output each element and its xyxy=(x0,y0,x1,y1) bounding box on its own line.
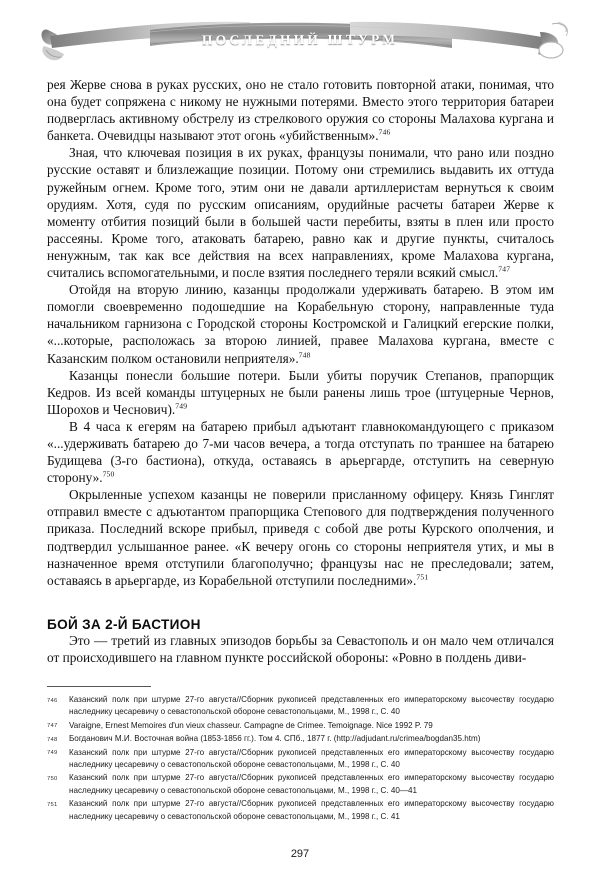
footnote-reference[interactable]: 749 xyxy=(175,401,188,411)
paragraph-text: Окрыленные успехом казанцы не поверили присланному офицеру. Князь Гинглят отправил вместе с адъютантом прапорщика Степового для подтверждения полученного приказа. Последний вскоре прибыл, приведя с собой две роты Курского ополчения, и подтвердил услышанное ранее. «К вечеру огонь со стороны неприятеля утих, и мы в назначенное время отступили благополучно; французы нас не преследовали; затем, оставаясь в арьергарде, из Корабельной отступили последними». xyxy=(47,487,554,588)
footnote-text: Казанский полк при штурме 27-го августа//Сборник рукописей представленных его императорскому высочеству государю наследнику цесаревичу о севастопольской обороне севастопольцами, М., 1998 г., С. 41 xyxy=(69,799,554,821)
paragraph xyxy=(47,76,554,144)
footnote-number: 746 xyxy=(47,697,58,704)
footnote-number: 751 xyxy=(47,801,58,808)
footnote-item xyxy=(47,694,554,719)
footnote-reference[interactable]: 747 xyxy=(498,264,511,274)
footnote-reference[interactable]: 751 xyxy=(416,572,429,582)
paragraph xyxy=(47,367,554,418)
footnote-item xyxy=(47,733,554,745)
paragraph xyxy=(47,281,554,366)
paragraph-text: рея Жерве снова в руках русских, оно не стало готовить повторной атаки, понимая, что она будет сопряжена с никому не нужными потерями. Вместо этого территория батареи подверглась активному обстрелу из стрелкового оружия со стороны Малахова кургана и банкета. Очевидцы называют этот огонь «убийственным». xyxy=(47,77,554,144)
chapter-title: ПОСЛЕДНИЙ ШТУРМ xyxy=(201,31,399,48)
footnote-item xyxy=(47,798,554,823)
footnote-reference[interactable]: 750 xyxy=(102,469,115,479)
footnote-number: 748 xyxy=(47,736,58,743)
paragraph xyxy=(47,486,554,589)
footnote-text: Казанский полк при штурме 27-го августа//Сборник рукописей представленных его императорскому высочеству государю наследнику цесаревичу о севастопольской обороне севастопольцами, М., 1998 г., С. 40—41 xyxy=(69,773,554,795)
paragraph-text: Казанцы понесли большие потери. Были убиты поручик Степанов, прапорщик Кедров. Из всей команды штуцерных не были ранены лишь трое (штуцерные Чернов, Шорохов и Чеснович). xyxy=(47,367,554,417)
paragraph xyxy=(47,418,554,486)
section-heading: БОЙ ЗА 2-Й БАСТИОН xyxy=(47,616,201,632)
footnote-item xyxy=(47,772,554,797)
footnotes-block xyxy=(47,686,554,824)
footnote-number: 747 xyxy=(47,723,58,730)
paragraph xyxy=(47,144,554,281)
paragraph xyxy=(47,632,554,666)
paragraph-text: Это — третий из главных эпизодов борьбы за Севастополь и он мало чем отличался от происходившего на главном пункте российской обороны: «Ровно в полдень диви- xyxy=(47,632,554,665)
footnote-reference[interactable]: 746 xyxy=(378,127,391,137)
footnote-text: Казанский полк при штурме 27-го августа//Сборник рукописей представленных его императорскому высочеству государю наследнику цесаревичу о севастопольской обороне севастопольцами, М., 1998 г., С. 40 xyxy=(69,695,554,717)
footnote-text: Казанский полк при штурме 27-го августа//Сборник рукописей представленных его императорскому высочеству государю наследнику цесаревичу о севастопольской обороне севастопольцами, М., 1998 г., С. 40 xyxy=(69,747,554,770)
footnote-reference[interactable]: 748 xyxy=(298,350,311,360)
paragraph-text: В 4 часа к егерям на батарею прибыл адъютант главнокомандующего с приказом «...удерживать батарею до 7-ми часов вечера, а тогда отступать по траншее на батарею Будищева (3-го бастиона), откуда, оставаясь в арьергарде, отступить на северную сторону». xyxy=(47,418,554,486)
page-number: 297 xyxy=(290,848,310,860)
footnote-text: Varaigne, Ernest Memoires d'un vieux chasseur. Campagne de Crimee. Temoignage. Nice 1992 P. 79 xyxy=(69,720,433,730)
paragraph-text: Отойдя на вторую линию, казанцы продолжали удерживать батарею. В этом им помогли своевременно подошедшие на Корабельную сторону, направленные туда начальником гарнизона с Городской стороны Костромской и Галицкий егерские полки, «...которые, расположась за второю линией, правее Малахова кургана, вместе с Казанским полком остановили неприятеля». xyxy=(47,282,554,366)
chapter-ribbon-banner xyxy=(0,10,600,72)
page-text-column xyxy=(47,76,554,666)
footnote-separator-rule xyxy=(47,686,151,687)
footnote-item xyxy=(47,720,554,732)
footnote-number: 750 xyxy=(47,775,58,782)
paragraph-text: Зная, что ключевая позиция в их руках, французы понимали, что рано или поздно русские оставят и близлежащие позиции. Потому они стремились выдавить их оттуда ружейным огнем. Кроме того, этим они не давали артиллеристам вернуться к своим орудиям. Хотя, судя по русским описаниям, орудийные расчеты батареи Жерве к моменту отбития позиций были в большей части перебиты, взяты в плен или просто рассеяны. Кроме того, атаковать батарею, равно как и другие пункты, считалось ненужным, так как все действия на всех направлениях, кроме Малахова кургана, считались вспомогательными, и после взятия последнего теряли всякий смысл. xyxy=(47,145,554,281)
footnote-item xyxy=(47,747,554,772)
footnote-text: Богданович М.И. Восточная война (1853-1856 гг.). Том 4. СПб., 1877 г. (http://adjudant.ru/crimea/bogdan35.htm) xyxy=(69,734,481,744)
footnote-number: 749 xyxy=(47,750,58,757)
